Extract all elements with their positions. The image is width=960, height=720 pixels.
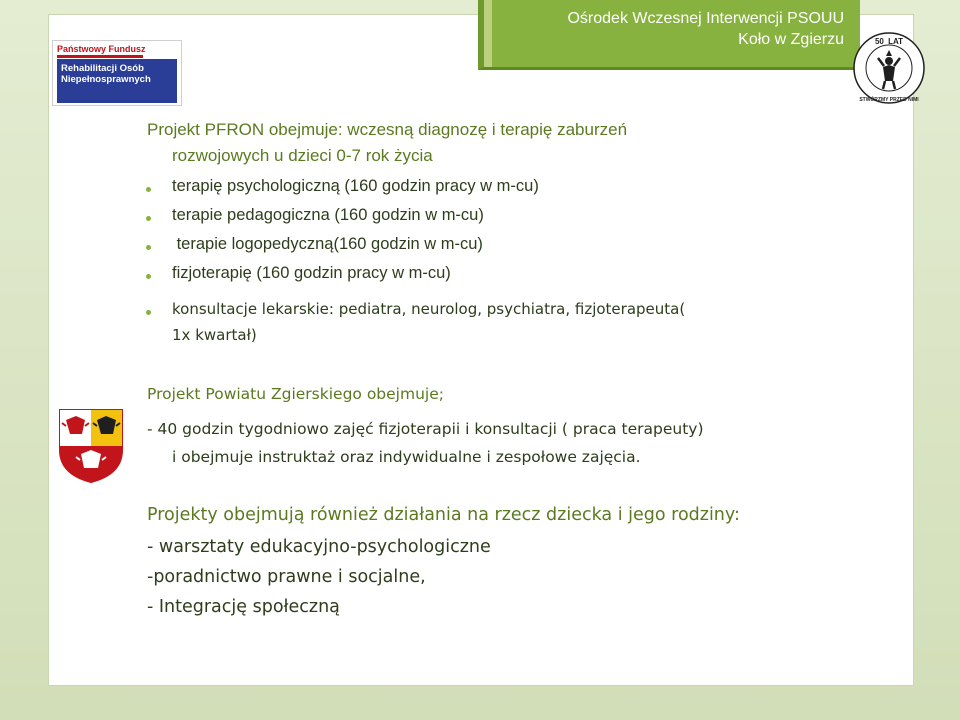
bullet-icon <box>146 216 151 221</box>
section3-item: -poradnictwo prawne i socjalne, <box>147 567 426 587</box>
section2-line2: i obejmuje instruktaż oraz indywidualne i zespołowe zajęcia. <box>172 448 641 466</box>
badge-number: 50 <box>874 37 884 46</box>
section2-line1: - 40 godzin tygodniowo zajęć fizjoterapii i konsultacji ( praca terapeuty) <box>147 420 704 438</box>
header-subtitle: Koło w Zgierzu <box>738 31 844 48</box>
pfron-logo-box <box>57 59 177 103</box>
section1-title-line2: rozwojowych u dzieci 0-7 rok życia <box>172 146 433 165</box>
section1-item-continued: 1x kwartał) <box>172 326 257 344</box>
header-band <box>478 0 860 70</box>
coat-of-arms-icon <box>58 408 124 484</box>
pfron-logo-stripe <box>57 55 143 58</box>
bullet-icon <box>146 274 151 279</box>
section2-title: Projekt Powiatu Zgierskiego obejmuje; <box>147 385 444 403</box>
badge-top-text: LAT <box>888 37 904 46</box>
section1-title-line1: Projekt PFRON obejmuje: wczesną diagnozę i terapię zaburzeń <box>147 120 628 139</box>
bullet-icon <box>146 245 151 250</box>
section3-title: Projekty obejmują również działania na rzecz dziecka i jego rodziny: <box>147 505 740 525</box>
pfron-logo-line2: Rehabilitacji Osób <box>61 63 144 74</box>
svg-text:50 LAT <box>875 37 903 46</box>
section3-item: - warsztaty edukacyjno-psychologiczne <box>147 537 491 557</box>
section1-item: terapie logopedyczną(160 godzin w m-cu) <box>172 235 483 253</box>
header-title: Ośrodek Wczesnej Interwencji PSOUU <box>567 10 844 27</box>
bullet-icon <box>146 310 151 315</box>
pfron-logo <box>52 40 182 106</box>
bullet-icon <box>146 187 151 192</box>
section3-item: - Integrację społeczną <box>147 597 340 617</box>
section1-item: konsultacje lekarskie: pediatra, neurolog, psychiatra, fizjoterapeuta( <box>172 300 686 318</box>
pfron-logo-line1: Państwowy Fundusz <box>57 44 146 54</box>
section1-item: fizjoterapię (160 godzin pracy w m-cu) <box>172 264 451 282</box>
badge-bottom-text: STWÓRZMY PRZED NIMI <box>859 97 919 103</box>
section1-item: terapie pedagogiczna (160 godzin w m-cu) <box>172 206 484 224</box>
anniversary-badge-icon <box>848 30 930 108</box>
pfron-logo-line3: Niepełnosprawnych <box>61 74 151 85</box>
section1-item: terapię psychologiczną (160 godzin pracy w m-cu) <box>172 177 539 195</box>
